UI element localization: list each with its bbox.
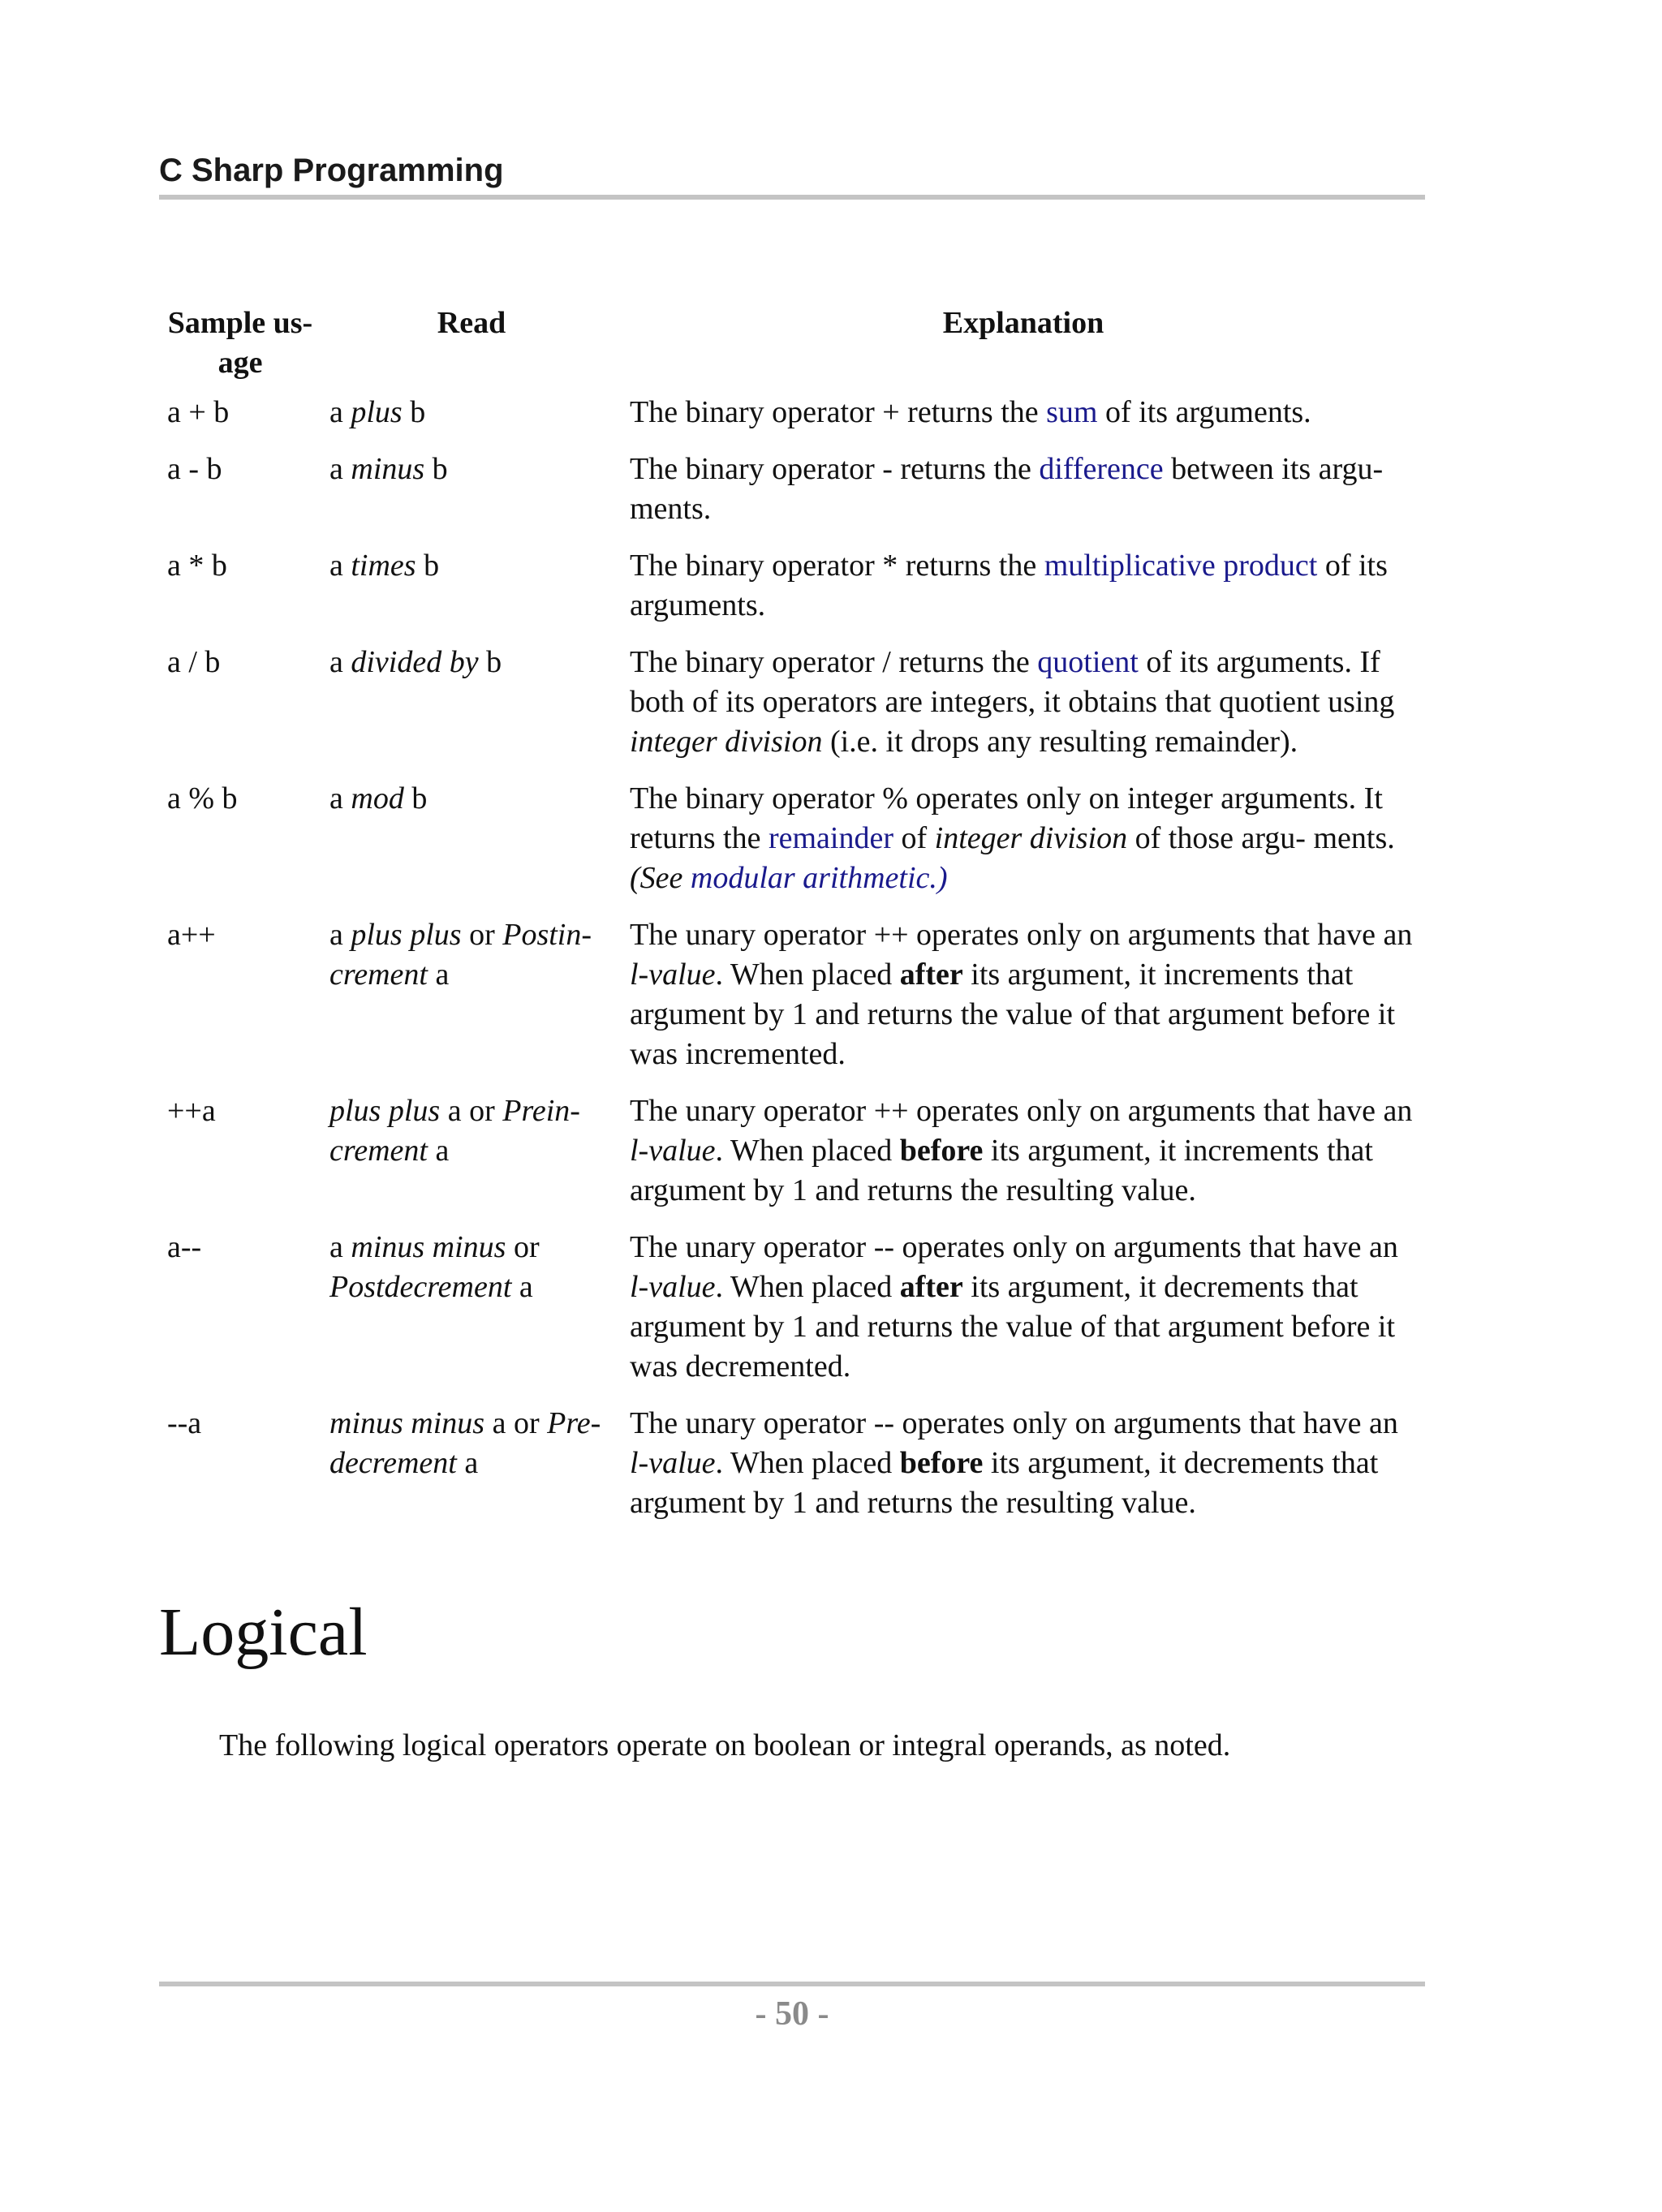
usage-cell: a++	[167, 918, 216, 952]
table-row	[159, 1091, 1425, 1228]
link-sum[interactable]: sum	[1046, 395, 1098, 429]
column-header-usage: Sample us- age	[167, 306, 313, 380]
explanation-cell: The binary operator * returns the multiplicative product of its arguments.	[630, 549, 1388, 622]
link-difference[interactable]: difference	[1039, 452, 1164, 486]
explanation-cell: The binary operator % operates only on integer arguments. It returns the remainder of integer division of those argu- ments. (See modular arithmetic.)	[630, 781, 1395, 895]
explanation-cell: The unary operator -- operates only on arguments that have an l-value. When placed after its argument, it decrements that argument by 1 and returns the value of that argument before it was decremented.	[630, 1230, 1398, 1384]
explanation-cell: The unary operator ++ operates only on arguments that have an l-value. When placed after its argument, it increments that argument by 1 and returns the value of that argument before it was incremented.	[630, 918, 1413, 1071]
read-cell: a minus b	[329, 452, 448, 486]
usage-cell: a + b	[167, 395, 230, 429]
table-row	[159, 643, 1425, 779]
explanation-cell: The unary operator ++ operates only on arguments that have an l-value. When placed before its argument, it increments that argument by 1 and returns the resulting value.	[630, 1094, 1413, 1207]
read-cell: a times b	[329, 549, 440, 583]
page-number: - 50 -	[755, 1995, 829, 2033]
table-row	[159, 393, 1425, 450]
column-header-read: Read	[437, 306, 506, 340]
header-rule	[159, 195, 1425, 200]
link-modular-arithmetic[interactable]: modular arithmetic	[690, 861, 930, 895]
footer-rule	[159, 1982, 1425, 1986]
link-remainder[interactable]: remainder	[768, 821, 893, 855]
running-header: C Sharp Programming	[159, 153, 504, 188]
usage-cell: a--	[167, 1230, 202, 1264]
section-title: Logical	[159, 1594, 368, 1670]
table-row	[159, 1404, 1425, 1540]
explanation-cell: The binary operator - returns the difference between its argu- ments.	[630, 452, 1384, 526]
usage-cell: a * b	[167, 549, 227, 583]
usage-cell: a % b	[167, 781, 238, 816]
usage-cell: ++a	[167, 1094, 216, 1128]
link-quotient[interactable]: quotient	[1037, 645, 1139, 679]
table-row	[159, 450, 1425, 546]
table-row	[159, 915, 1425, 1091]
read-cell: a mod b	[329, 781, 428, 816]
read-cell: a plus plus or Postin- crement a	[329, 918, 592, 992]
read-cell: a plus b	[329, 395, 426, 429]
section-intro: The following logical operators operate on boolean or integral operands, as noted.	[219, 1728, 1231, 1762]
usage-cell: a - b	[167, 452, 222, 486]
table-row	[159, 779, 1425, 915]
explanation-cell: The binary operator + returns the sum of its arguments.	[630, 395, 1311, 429]
explanation-cell: The binary operator / returns the quotient of its arguments. If both of its operators are integers, it obtains that quotient using integer division (i.e. it drops any resulting remainder).	[630, 645, 1395, 759]
link-multiplicative-product[interactable]: multiplicative product	[1044, 549, 1318, 583]
table-row	[159, 1228, 1425, 1404]
table-header-row	[159, 300, 1425, 393]
column-header-explanation: Explanation	[942, 306, 1104, 340]
usage-cell: a / b	[167, 645, 221, 679]
table-row	[159, 546, 1425, 643]
read-cell: plus plus a or Prein- crement a	[329, 1094, 580, 1168]
read-cell: a minus minus or Postdecrement a	[329, 1230, 540, 1304]
usage-cell: --a	[167, 1406, 202, 1440]
read-cell: minus minus a or Pre- decrement a	[329, 1406, 601, 1480]
explanation-cell: The unary operator -- operates only on arguments that have an l-value. When placed before its argument, it decrements that argument by 1 and returns the resulting value.	[630, 1406, 1398, 1520]
operators-table	[159, 300, 1425, 1540]
read-cell: a divided by b	[329, 645, 502, 679]
